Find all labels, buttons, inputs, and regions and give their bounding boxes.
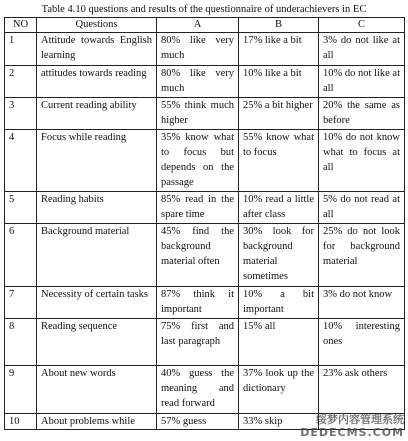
row-number: 5 xyxy=(5,192,37,224)
answer-a-cell: 57% guess xyxy=(157,414,239,430)
column-header-a: A xyxy=(157,18,239,33)
question-cell: Reading habits xyxy=(37,192,157,224)
table-row xyxy=(5,98,405,130)
table-row xyxy=(5,287,405,319)
table-row xyxy=(5,33,405,66)
answer-c-cell: 10% do not like at all xyxy=(319,66,405,98)
row-number: 1 xyxy=(5,33,37,66)
table-row xyxy=(5,130,405,192)
header-row xyxy=(5,18,405,33)
row-number: 7 xyxy=(5,287,37,319)
answer-b-cell: 10% a bit important xyxy=(239,287,319,319)
row-number: 6 xyxy=(5,224,37,287)
question-cell: Focus while reading xyxy=(37,130,157,192)
column-header-b: B xyxy=(239,18,319,33)
watermark-line-2: DEDECMS.COM xyxy=(300,426,404,439)
answer-b-cell: 55% know what to focus xyxy=(239,130,319,192)
question-cell: Necessity of certain tasks xyxy=(37,287,157,319)
row-number: 2 xyxy=(5,66,37,98)
answer-a-cell: 40% guess the meaning and read forward xyxy=(157,366,239,414)
answer-c-cell: 3% do not like at all xyxy=(319,33,405,66)
answer-b-cell: 15% all xyxy=(239,319,319,366)
column-header-questions: Questions xyxy=(37,18,157,33)
answer-c-cell: 5% do not read at all xyxy=(319,192,405,224)
answer-c-cell: 23% ask others xyxy=(319,366,405,414)
answer-b-cell: 10% like a bit xyxy=(239,66,319,98)
question-cell: Background material xyxy=(37,224,157,287)
answer-c-cell: 20% the same as before xyxy=(319,98,405,130)
table-row xyxy=(5,319,405,366)
row-number: 4 xyxy=(5,130,37,192)
table-row xyxy=(5,66,405,98)
answer-a-cell: 55% think much higher xyxy=(157,98,239,130)
results-table xyxy=(4,17,405,430)
table-row xyxy=(5,224,405,287)
question-cell: Attitude towards English learning xyxy=(37,33,157,66)
answer-a-cell: 75% first and last paragraph xyxy=(157,319,239,366)
row-number: 8 xyxy=(5,319,37,366)
answer-b-cell: 25% a bit higher xyxy=(239,98,319,130)
answer-a-cell: 85% read in the spare time xyxy=(157,192,239,224)
table-row xyxy=(5,192,405,224)
answer-a-cell: 80% like very much xyxy=(157,66,239,98)
answer-a-cell: 80% like very much xyxy=(157,33,239,66)
answer-b-cell: 10% read a little after class xyxy=(239,192,319,224)
answer-c-cell: 10% interesting ones xyxy=(319,319,405,366)
answer-b-cell: 33% skip xyxy=(239,414,319,430)
watermark xyxy=(300,413,404,439)
answer-a-cell: 87% think it important xyxy=(157,287,239,319)
row-number: 10 xyxy=(5,414,37,430)
question-cell: Reading sequence xyxy=(37,319,157,366)
table-caption: Table 4.10 questions and results of the questionnaire of underachievers in EC xyxy=(41,4,367,15)
answer-b-cell: 37% look up the dictionary xyxy=(239,366,319,414)
answer-b-cell: 30% look for background material sometimes xyxy=(239,224,319,287)
table-row xyxy=(5,366,405,414)
column-header-no: NO xyxy=(5,18,37,33)
watermark-line-1: 绥梦内容管理系统 xyxy=(316,413,404,426)
question-cell: attitudes towards reading xyxy=(37,66,157,98)
row-number: 3 xyxy=(5,98,37,130)
row-number: 9 xyxy=(5,366,37,414)
answer-c-cell: 25% do not look for background material xyxy=(319,224,405,287)
answer-b-cell: 17% like a bit xyxy=(239,33,319,66)
answer-a-cell: 45% find the background material often xyxy=(157,224,239,287)
question-cell: About problems while xyxy=(37,414,157,430)
answer-a-cell: 35% know what to focus but depends on the passage xyxy=(157,130,239,192)
answer-c-cell: 10% do not know what to focus at all xyxy=(319,130,405,192)
question-cell: About new words xyxy=(37,366,157,414)
question-cell: Current reading ability xyxy=(37,98,157,130)
column-header-c: C xyxy=(319,18,405,33)
answer-c-cell: 3% do not know xyxy=(319,287,405,319)
